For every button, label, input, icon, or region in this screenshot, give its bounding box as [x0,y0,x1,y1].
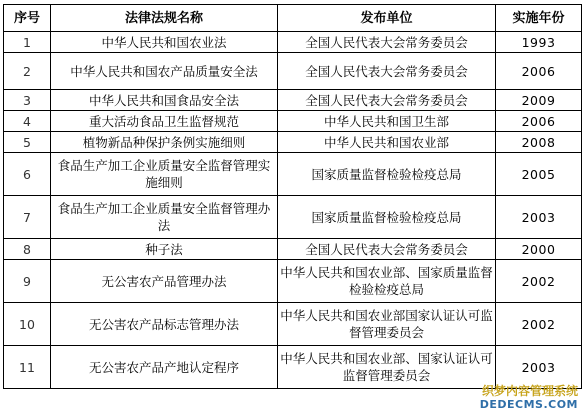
table-row [4,260,582,303]
table-row [4,111,582,132]
row-name: 无公害农产品标志管理办法 [51,303,278,346]
table-row [4,53,582,90]
header-name: 法律法规名称 [51,5,278,32]
header-year: 实施年份 [496,5,582,32]
row-name: 中华人民共和国农产品质量安全法 [51,53,278,90]
row-year: 2003 [496,346,582,389]
row-unit: 国家质量监督检验检疫总局 [278,196,496,239]
row-no: 8 [4,239,51,260]
row-name: 无公害农产品产地认定程序 [51,346,278,389]
row-name: 食品生产加工企业质量安全监督管理办法 [51,196,278,239]
table-row [4,346,582,389]
row-unit: 国家质量监督检验检疫总局 [278,153,496,196]
header-unit: 发布单位 [278,5,496,32]
table-header-row [4,5,582,32]
row-unit: 中华人民共和国卫生部 [278,111,496,132]
row-year: 2008 [496,132,582,153]
row-no: 3 [4,90,51,111]
row-name: 中华人民共和国食品安全法 [51,90,278,111]
row-no: 1 [4,32,51,53]
row-year: 1993 [496,32,582,53]
row-no: 5 [4,132,51,153]
row-name: 无公害农产品管理办法 [51,260,278,303]
laws-table [3,4,582,389]
row-name: 种子法 [51,239,278,260]
table-row [4,303,582,346]
row-name: 植物新品种保护条例实施细则 [51,132,278,153]
row-no: 7 [4,196,51,239]
row-year: 2003 [496,196,582,239]
row-no: 6 [4,153,51,196]
watermark-url: DEDECMS.COM [479,398,578,411]
table-row [4,153,582,196]
table-row [4,32,582,53]
row-year: 2006 [496,111,582,132]
row-unit: 中华人民共和国农业部、国家质量监督检验检疫总局 [278,260,496,303]
watermark-text: 织梦内容管理系统 [481,384,578,398]
row-no: 4 [4,111,51,132]
row-year: 2005 [496,153,582,196]
row-no: 10 [4,303,51,346]
row-unit: 全国人民代表大会常务委员会 [278,32,496,53]
row-year: 2009 [496,90,582,111]
row-unit: 中华人民共和国农业部 [278,132,496,153]
table-row [4,196,582,239]
row-no: 11 [4,346,51,389]
row-name: 重大活动食品卫生监督规范 [51,111,278,132]
row-year: 2000 [496,239,582,260]
row-unit: 全国人民代表大会常务委员会 [278,239,496,260]
row-unit: 全国人民代表大会常务委员会 [278,53,496,90]
header-no: 序号 [4,5,51,32]
table-row [4,90,582,111]
row-unit: 全国人民代表大会常务委员会 [278,90,496,111]
row-unit: 中华人民共和国农业部国家认证认可监督管理委员会 [278,303,496,346]
row-year: 2002 [496,303,582,346]
table-row [4,239,582,260]
row-year: 2002 [496,260,582,303]
row-name: 中华人民共和国农业法 [51,32,278,53]
row-no: 2 [4,53,51,90]
row-unit: 中华人民共和国农业部、国家认证认可监督管理委员会 [278,346,496,389]
table-row [4,132,582,153]
row-no: 9 [4,260,51,303]
row-name: 食品生产加工企业质量安全监督管理实施细则 [51,153,278,196]
row-year: 2006 [496,53,582,90]
